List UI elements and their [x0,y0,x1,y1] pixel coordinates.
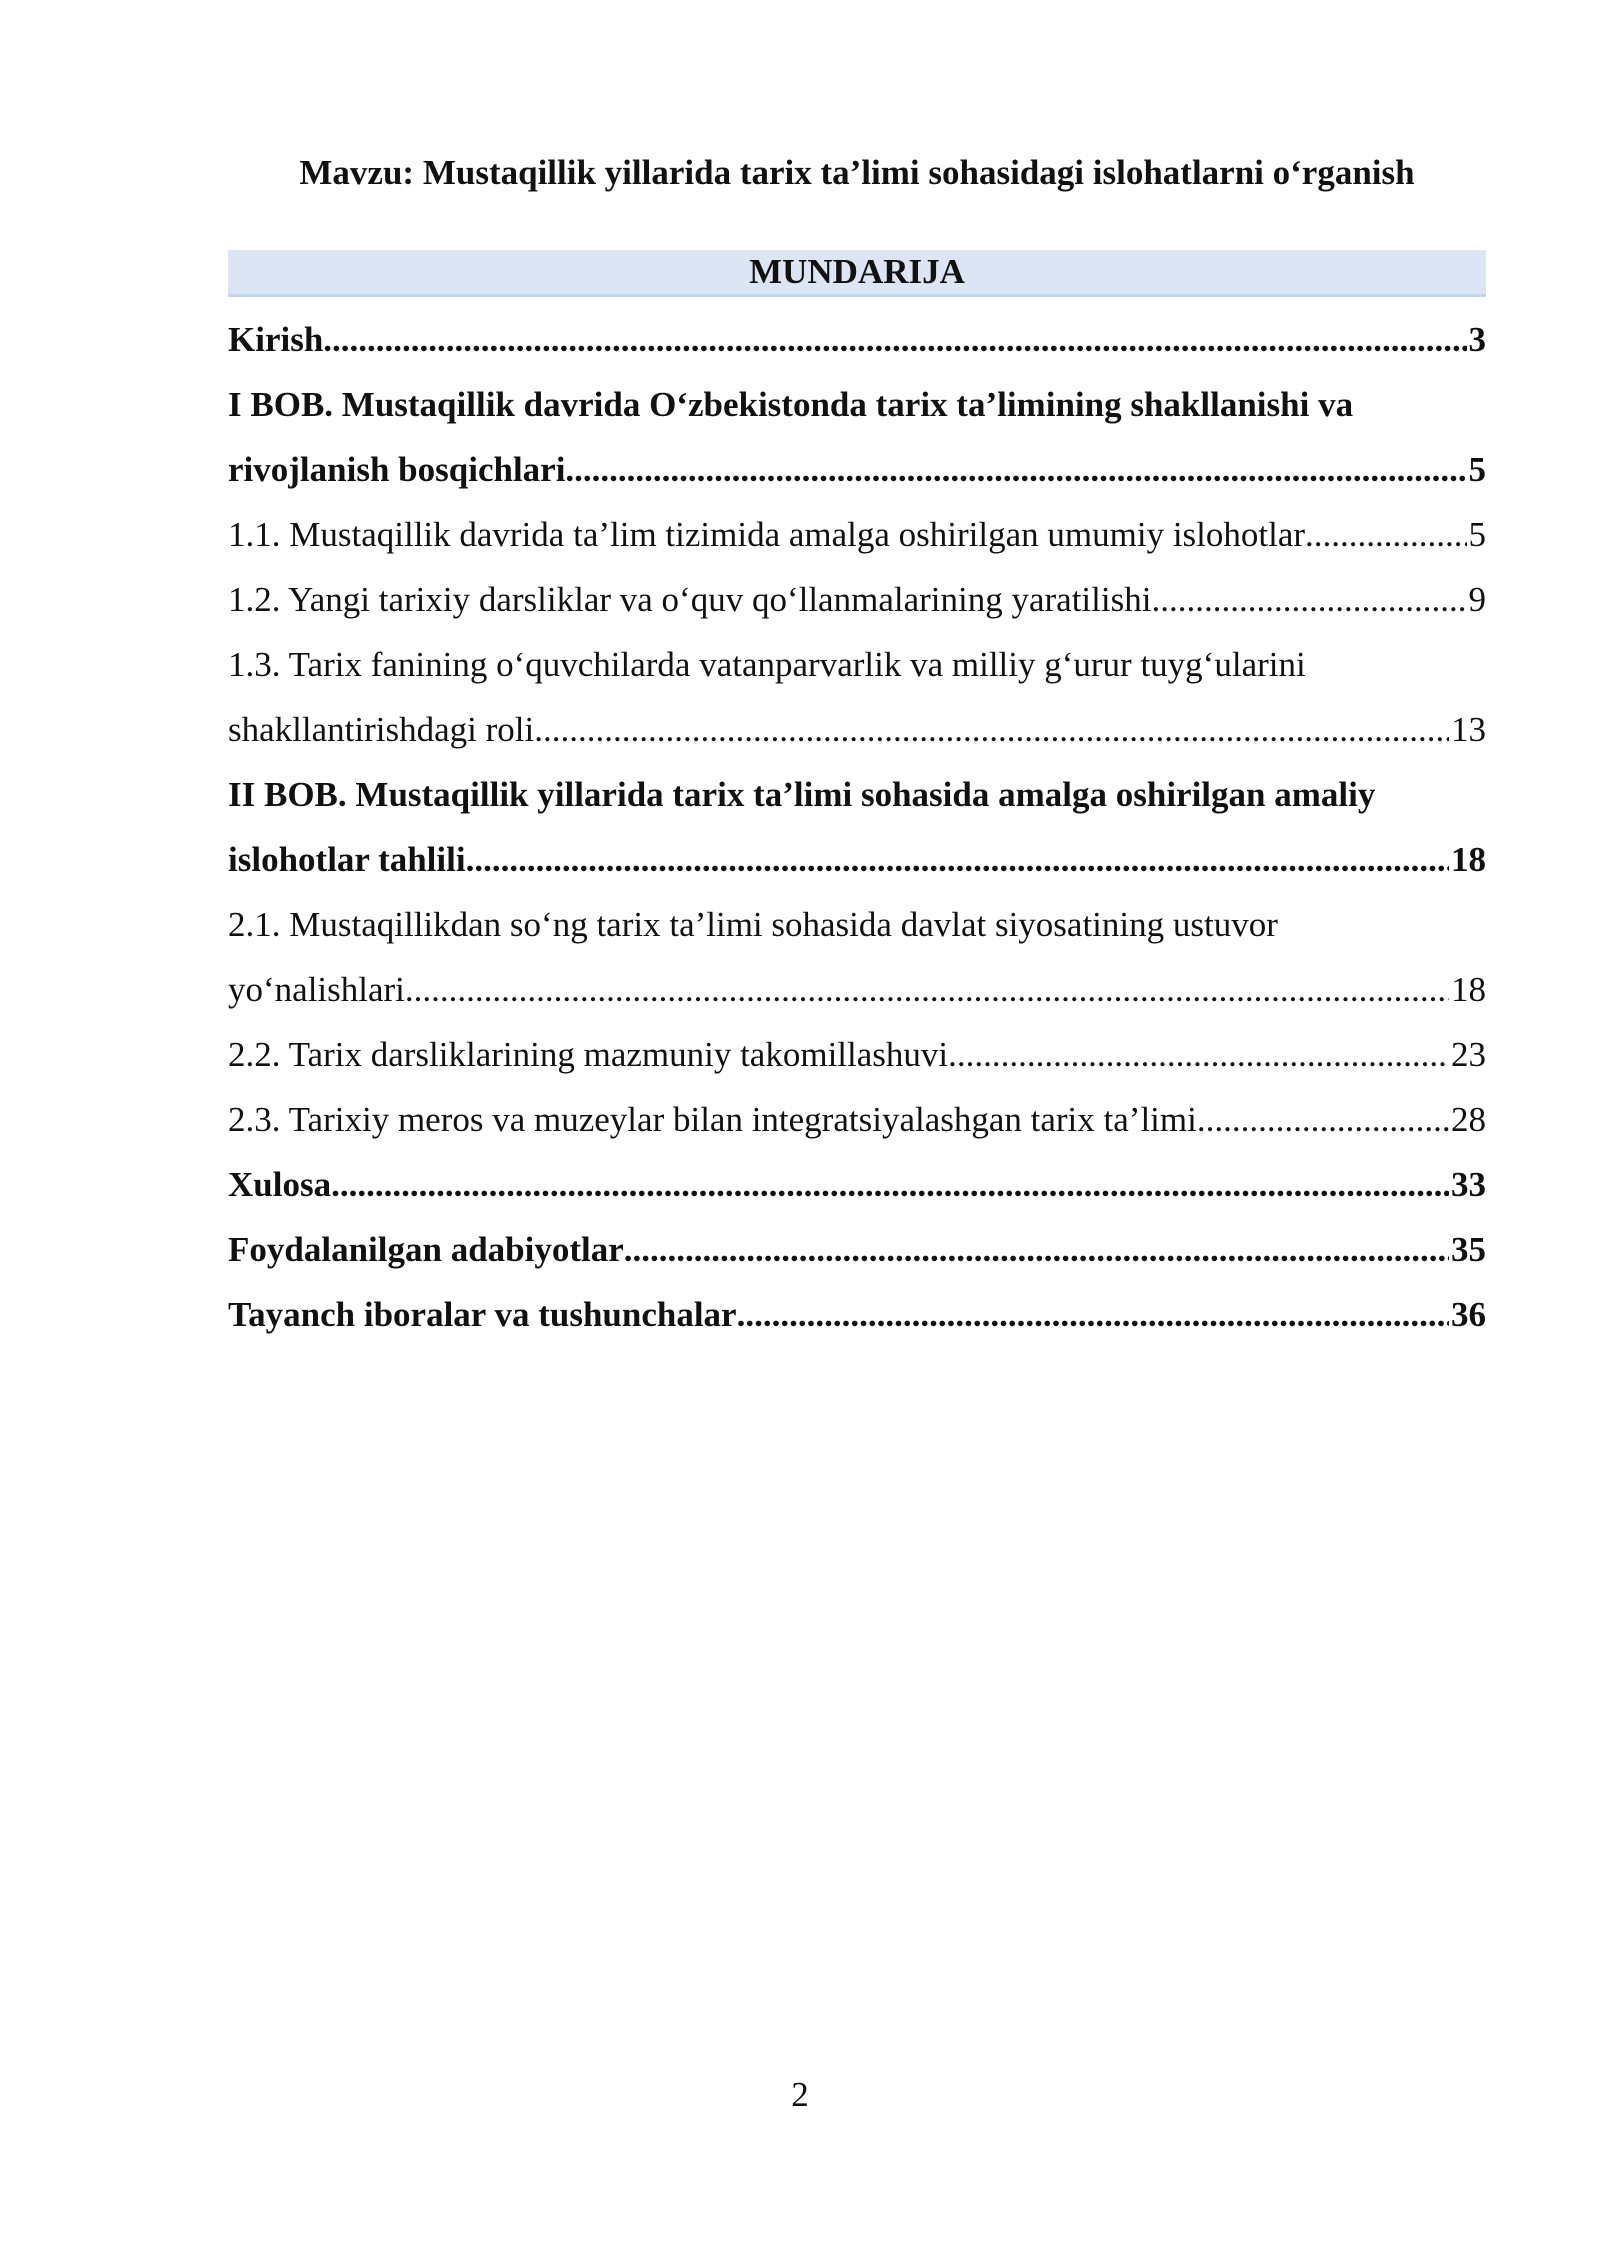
toc-entry-page-number: 33 [1451,1165,1486,1204]
toc-entry-page-number: 13 [1451,710,1486,749]
toc-entry-line [228,1152,1486,1217]
toc-entry-line [228,567,1486,632]
toc-entry-title: 1.1. Mustaqillik davrida ta’lim tizimida amalga oshirilgan umumiy islohotlar [228,515,1306,554]
toc-entry-title: Xulosa [228,1165,332,1204]
toc-entry[interactable] [228,1022,1486,1087]
toc-entry-title: Tayanch iboralar va tushunchalar [228,1295,737,1334]
toc-entry-line [228,502,1486,567]
toc-entry-page-number: 5 [1468,450,1486,489]
toc-entry-title: rivojlanish bosqichlari [228,450,566,489]
toc-entry[interactable] [228,892,1486,1022]
dot-leader [466,827,1449,892]
toc-entry-line [228,1217,1486,1282]
toc-entry-page-number: 18 [1451,840,1486,879]
dot-leader [1197,1087,1449,1152]
dot-leader [534,697,1449,762]
dot-leader [948,1022,1449,1087]
toc-entry-page-number: 9 [1468,580,1486,619]
dot-leader [1151,567,1466,632]
dot-leader [624,1217,1449,1282]
toc-entry-line [228,437,1486,502]
toc-entry-line [228,697,1486,762]
toc-entry-page-number: 36 [1451,1295,1486,1334]
toc-entry-title: 1.2. Yangi tarixiy darsliklar va o‘quv qo‘llanmalarining yaratilishi [228,580,1152,619]
toc-entry-page-number: 35 [1451,1230,1486,1269]
dot-leader [565,437,1466,502]
toc-entry-title: 2.3. Tarixiy meros va muzeylar bilan integratsiyalashgan tarix ta’limi [228,1100,1197,1139]
dot-leader [331,1152,1449,1217]
toc-entry-page-number: 23 [1451,1035,1486,1074]
toc-entry-title: yo‘nalishlari [228,970,405,1009]
toc-entry-first-line: 1.3. Tarix fanining o‘quvchilarda vatanparvarlik va milliy g‘urur tuyg‘ularini [228,645,1306,684]
toc-entry-title: 2.2. Tarix darsliklarining mazmuniy takomillashuvi [228,1035,949,1074]
toc-entry-page-number: 3 [1468,320,1486,359]
dot-leader [405,957,1449,1022]
toc-entry[interactable] [228,1282,1486,1347]
toc-entry-page-number: 28 [1451,1100,1486,1139]
toc-entry-line [228,307,1486,372]
toc-entry-title: Foydalanilgan adabiyotlar [228,1230,624,1269]
toc-entry[interactable] [228,567,1486,632]
toc-entry[interactable] [228,1217,1486,1282]
dot-leader [323,307,1466,372]
toc-entry-first-line: II BOB. Mustaqillik yillarida tarix ta’limi sohasida amalga oshirilgan amaliy [228,775,1376,814]
toc-entry[interactable] [228,1087,1486,1152]
page-number: 2 [791,2075,809,2114]
toc-entry[interactable] [228,1152,1486,1217]
dot-leader [737,1282,1449,1347]
toc-entry-title: Kirish [228,320,324,359]
toc-entry[interactable] [228,372,1486,502]
document-topic: Mavzu: Mustaqillik yillarida tarix ta’limi sohasidagi islohatlarni o‘rganish [299,153,1415,192]
toc-entry-line [228,1022,1486,1087]
toc-entry[interactable] [228,762,1486,892]
toc-entry[interactable] [228,632,1486,762]
toc-entry-first-line: I BOB. Mustaqillik davrida O‘zbekistonda tarix ta’limining shakllanishi va [228,385,1354,424]
toc-entry-title: islohotlar tahlili [228,840,466,879]
toc-entry[interactable] [228,307,1486,372]
toc-entry-first-line: 2.1. Mustaqillikdan so‘ng tarix ta’limi sohasida davlat siyosatining ustuvor [228,905,1278,944]
dot-leader [1305,502,1466,567]
toc-entry-page-number: 18 [1451,970,1486,1009]
toc-entry-line [228,827,1486,892]
toc-entry-title: shakllantirishdagi roli [228,710,535,749]
toc-entry-line [228,1282,1486,1347]
toc-entry-line [228,1087,1486,1152]
table-of-contents [228,307,1486,1347]
toc-entry[interactable] [228,502,1486,567]
toc-entry-line [228,957,1486,1022]
toc-heading: MUNDARIJA [228,250,1486,297]
toc-entry-page-number: 5 [1468,515,1486,554]
